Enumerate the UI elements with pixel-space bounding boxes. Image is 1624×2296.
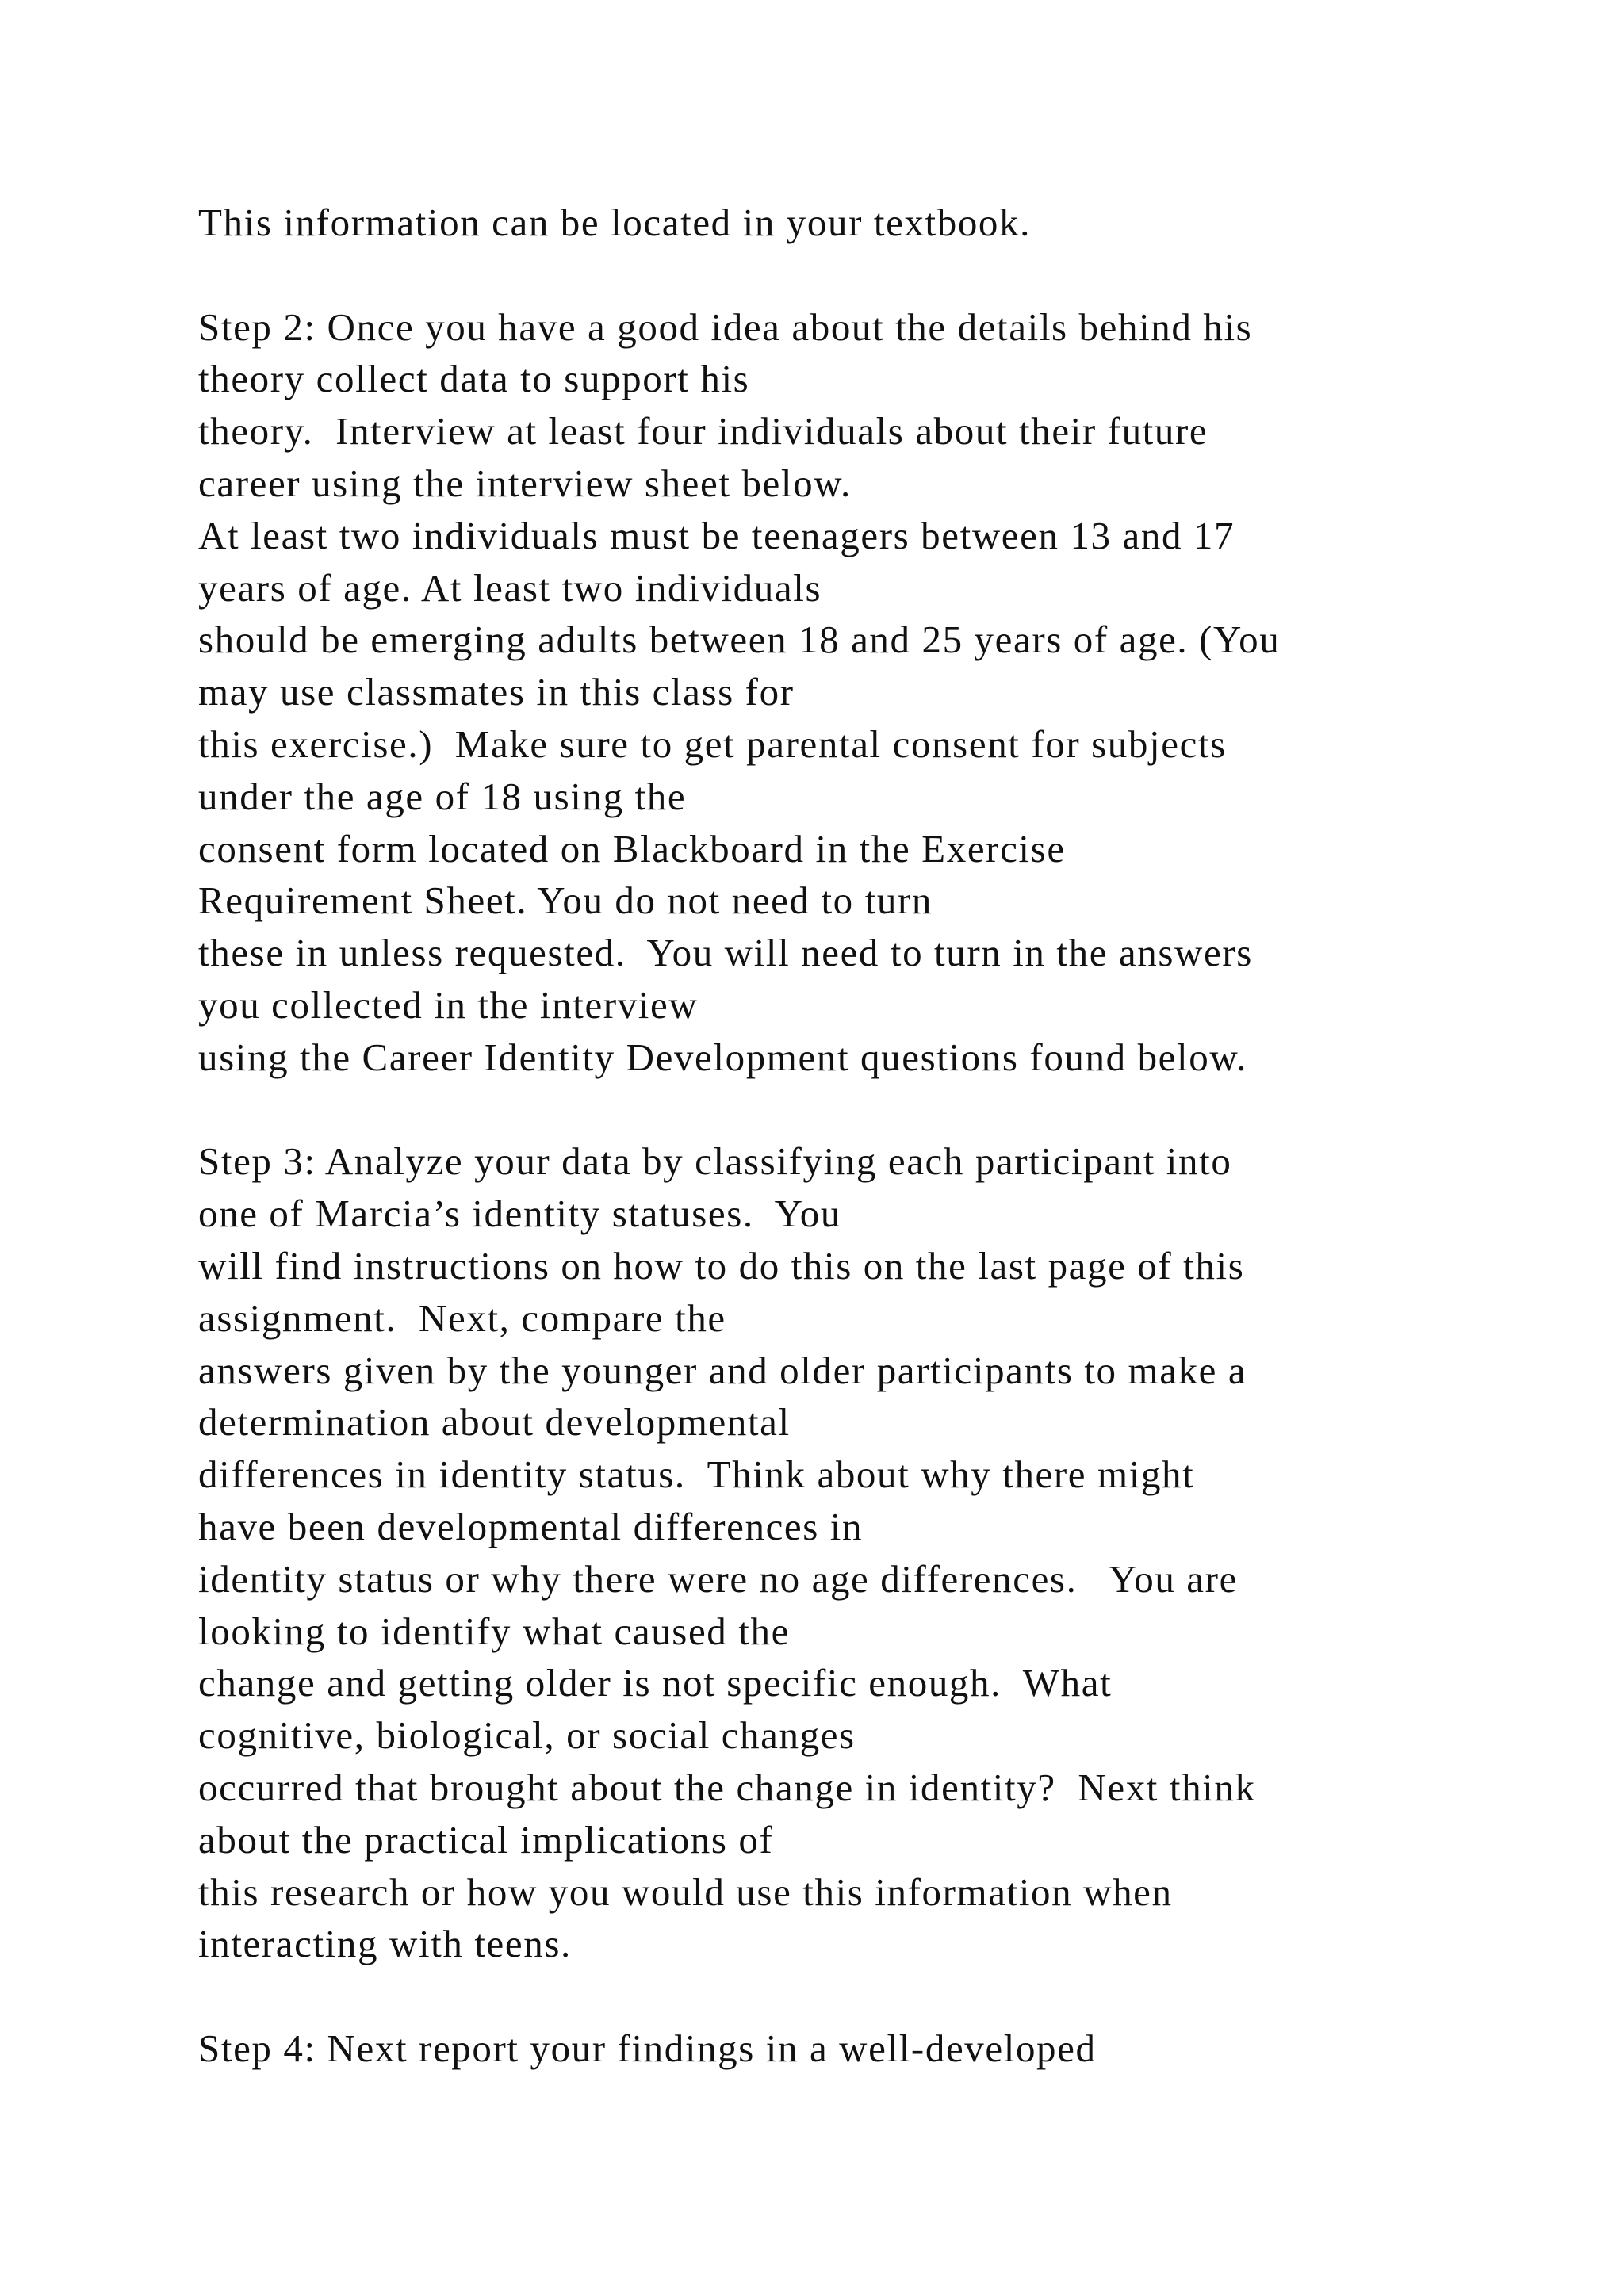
text-line: about the practical implications of — [198, 1817, 774, 1862]
text-line: this research or how you would use this information when — [198, 1869, 1173, 1914]
text-line: under the age of 18 using the — [198, 774, 687, 818]
text-line: consent form located on Blackboard in the Exercise — [198, 826, 1066, 871]
text-line: you collected in the interview — [198, 982, 699, 1027]
text-line: occurred that brought about the change in identity? Next think — [198, 1765, 1256, 1809]
text-line: Requirement Sheet. You do not need to turn — [198, 878, 933, 923]
text-line: years of age. At least two individuals — [198, 565, 822, 610]
text-line: At least two individuals must be teenagers between 13 and 17 — [198, 513, 1235, 557]
text-line: determination about developmental — [198, 1400, 791, 1445]
text-line: one of Marcia’s identity statuses. You — [198, 1192, 841, 1236]
text-line: using the Career Identity Development questions found below. — [198, 1035, 1247, 1079]
text-line: Step 4: Next report your findings in a well-developed — [198, 2026, 1097, 2070]
text-line: This information can be located in your textbook. — [198, 201, 1031, 244]
text-line: change and getting older is not specific enough. What — [198, 1661, 1113, 1705]
paragraph-break — [198, 1084, 1578, 1136]
text-line: theory. Interview at least four individuals about their future — [198, 409, 1208, 453]
text-line: answers given by the younger and older participants to make a — [198, 1348, 1247, 1392]
paragraph-break — [198, 249, 1578, 301]
text-line: may use classmates in this class for — [198, 670, 795, 714]
text-line: differences in identity status. Think about why there might — [198, 1452, 1195, 1497]
paragraph-break — [198, 1970, 1578, 2022]
text-line: assignment. Next, compare the — [198, 1295, 726, 1340]
text-line: have been developmental differences in — [198, 1504, 864, 1548]
text-line: identity status or why there were no age differences. You are — [198, 1556, 1238, 1601]
text-line: should be emerging adults between 18 and 25 years of age. (You — [198, 618, 1281, 662]
text-line: these in unless requested. You will need to turn in the answers — [198, 931, 1253, 975]
text-line: looking to identify what caused the — [198, 1609, 790, 1653]
text-line: theory collect data to support his — [198, 357, 750, 401]
text-line: Step 2: Once you have a good idea about the details behind his — [198, 304, 1253, 349]
text-line: interacting with teens. — [198, 1922, 572, 1966]
document-body-text — [198, 197, 1578, 2075]
text-line: will find instructions on how to do this on the last page of this — [198, 1243, 1245, 1288]
text-line: cognitive, biological, or social changes — [198, 1713, 856, 1758]
text-line: this exercise.) Make sure to get parental consent for subjects — [198, 721, 1227, 766]
text-line: Step 3: Analyze your data by classifying each participant into — [198, 1139, 1232, 1184]
text-line: career using the interview sheet below. — [198, 461, 852, 505]
